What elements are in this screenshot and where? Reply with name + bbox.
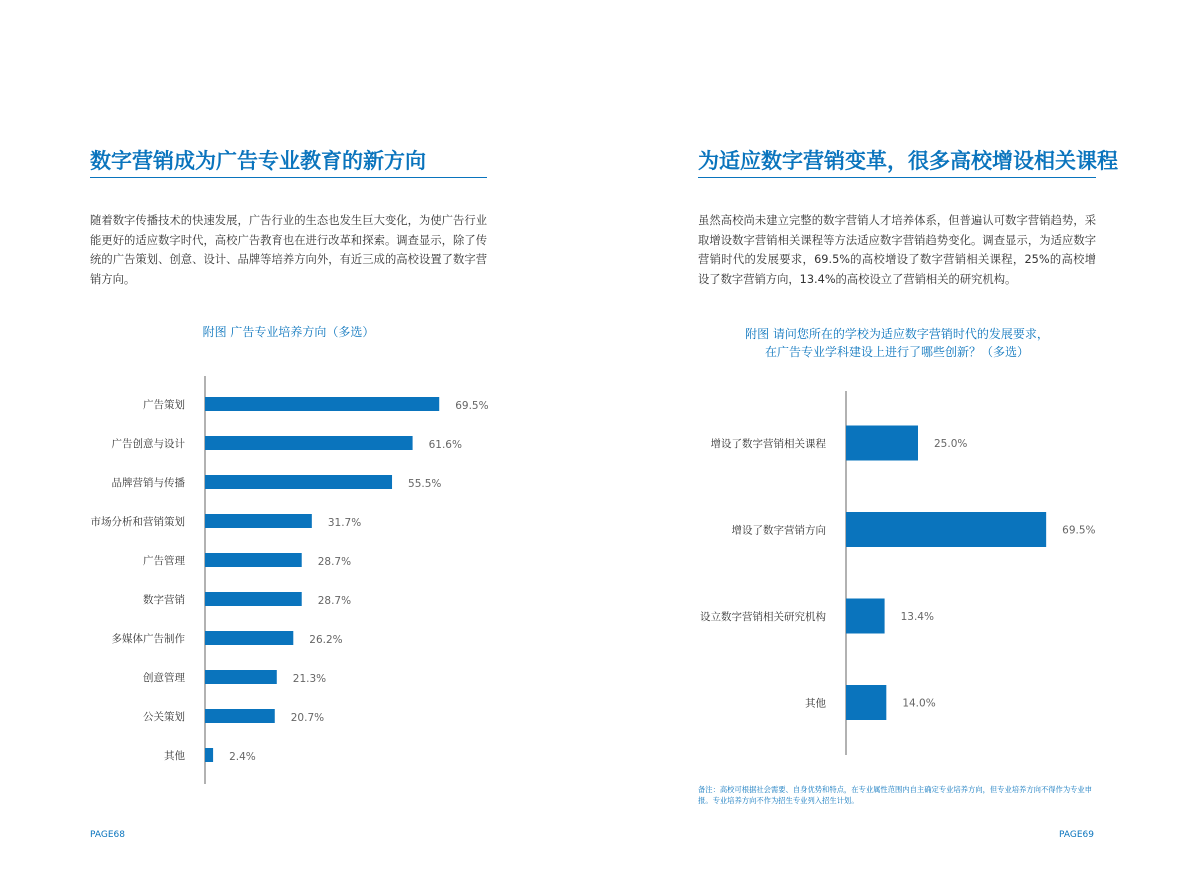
left-chart-category-label: 广告策划 bbox=[143, 399, 185, 411]
left-bar-chart bbox=[0, 370, 560, 790]
left-chart-bar bbox=[205, 592, 302, 606]
right-chart-value-label: 13.4% bbox=[900, 611, 934, 623]
right-chart-value-label: 25.0% bbox=[934, 438, 968, 450]
left-chart-value-label: 21.3% bbox=[292, 673, 327, 685]
right-chart-title-line-1: 附图 请问您所在的学校为适应数字营销时代的发展要求， bbox=[745, 327, 1049, 341]
left-page-number: PAGE68 bbox=[90, 830, 125, 840]
left-chart-value-label: 2.4% bbox=[229, 751, 256, 763]
right-bar-chart bbox=[600, 385, 1186, 765]
left-chart-value-label: 69.5% bbox=[455, 400, 489, 412]
left-chart-bar bbox=[205, 514, 312, 528]
left-chart-title: 附图 广告专业培养方向（多选） bbox=[202, 325, 375, 339]
left-chart-value-label: 61.6% bbox=[428, 439, 462, 451]
left-chart-bar bbox=[205, 475, 392, 489]
right-chart-category-label: 其他 bbox=[805, 697, 826, 710]
right-chart-category-label: 设立数字营销相关研究机构 bbox=[700, 611, 826, 623]
right-page-title: 为适应数字营销变革，很多高校增设相关课程 bbox=[698, 149, 1118, 173]
right-chart-title bbox=[698, 325, 1096, 361]
right-chart-category-label: 增设了数字营销相关课程 bbox=[710, 438, 826, 450]
left-chart-category-label: 市场分析和营销策划 bbox=[90, 516, 185, 528]
left-chart-category-label: 广告创意与设计 bbox=[111, 438, 185, 450]
left-chart-bar bbox=[205, 553, 302, 567]
left-chart-category-label: 广告管理 bbox=[143, 555, 185, 567]
left-chart-value-label: 28.7% bbox=[317, 595, 352, 607]
left-chart-category-label: 其他 bbox=[164, 750, 185, 762]
left-chart-category-label: 创意管理 bbox=[143, 672, 185, 684]
left-chart-value-label: 26.2% bbox=[309, 634, 343, 646]
left-chart-value-label: 55.5% bbox=[408, 478, 442, 490]
right-chart-bar bbox=[846, 426, 918, 461]
right-chart-value-label: 14.0% bbox=[902, 697, 936, 710]
right-chart-title-line-2: 在广告专业学科建设上进行了哪些创新？（多选） bbox=[764, 345, 1029, 359]
left-page-title: 数字营销成为广告专业教育的新方向 bbox=[90, 149, 426, 173]
right-page-number: PAGE69 bbox=[1059, 830, 1094, 840]
left-chart-bar bbox=[205, 709, 275, 723]
left-paragraph: 随着数字传播技术的快速发展，广告行业的生态也发生巨大变化，为使广告行业能更好的适应数字时代，高校广告教育也在进行改革和探索。调查显示，除了传统的广告策划、创意、设计、品牌等培养方向外，有近三成的高校设置了数字营销方向。 bbox=[90, 214, 487, 286]
left-chart-bar bbox=[205, 397, 439, 411]
left-chart-bar bbox=[205, 631, 293, 645]
left-chart-bar bbox=[205, 748, 213, 762]
right-footnote: 备注：高校可根据社会需要、自身优势和特点，在专业属性范围内自主确定专业培养方向，但专业培养方向不得作为专业申报。专业培养方向不作为招生专业列入招生计划。 bbox=[698, 785, 1093, 805]
left-chart-category-label: 品牌营销与传播 bbox=[111, 477, 185, 489]
left-chart-bar bbox=[205, 670, 277, 684]
right-chart-value-label: 69.5% bbox=[1062, 524, 1096, 537]
left-chart-category-label: 数字营销 bbox=[143, 594, 185, 606]
left-chart-value-label: 31.7% bbox=[327, 517, 362, 529]
left-chart-category-label: 多媒体广告制作 bbox=[111, 633, 185, 645]
right-paragraph: 虽然高校尚未建立完整的数字营销人才培养体系，但普遍认可数字营销趋势，采取增设数字营销相关课程等方法适应数字营销趋势变化。调查显示，为适应数字营销时代的发展要求，69.5%的高校增设了数字营销相关课程，25%的高校增设了数字营销方向，13.4%的高校设立了营销相关的研究机构。 bbox=[698, 214, 1096, 286]
right-title-rule bbox=[698, 177, 1096, 178]
right-chart-category-label: 增设了数字营销方向 bbox=[731, 524, 826, 537]
left-chart-value-label: 20.7% bbox=[290, 712, 325, 724]
left-chart-bar bbox=[205, 436, 413, 450]
left-chart-value-label: 28.7% bbox=[317, 556, 352, 568]
right-chart-bar bbox=[846, 685, 886, 720]
left-title-rule bbox=[90, 177, 487, 178]
left-chart-category-label: 公关策划 bbox=[143, 711, 185, 723]
right-chart-bar bbox=[846, 599, 885, 634]
right-chart-bar bbox=[846, 512, 1046, 547]
